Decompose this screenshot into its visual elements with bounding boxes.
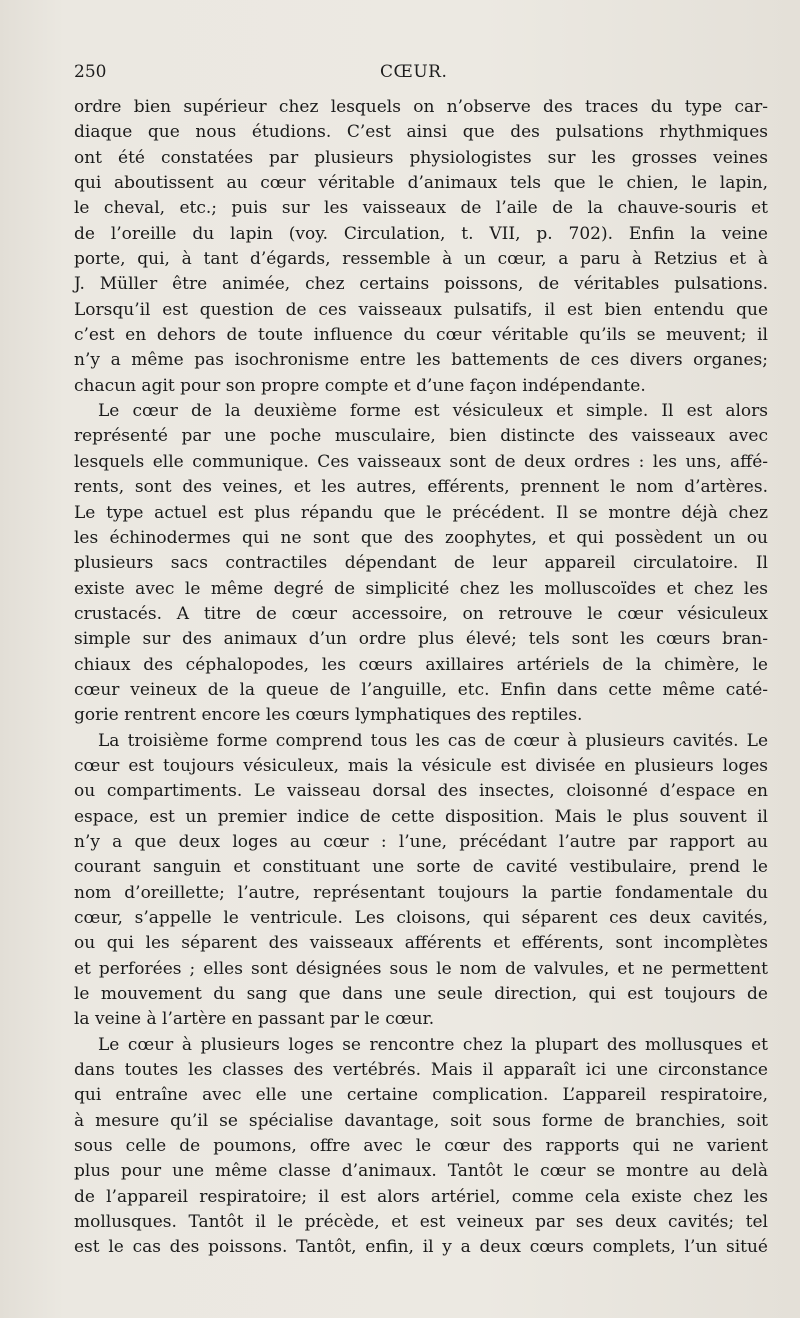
text-line: cœur, s’appelle le ventricule. Les cloisons, qui séparent ces deux cavités, xyxy=(74,908,768,928)
text-line: le cheval, etc.; puis sur les vaisseaux de l’aile de la chauve-souris et xyxy=(74,198,768,219)
text-line: les échinodermes qui ne sont que des zoophytes, et qui possèdent un ou xyxy=(74,527,768,548)
text-line: sous celle de poumons, offre avec le cœur des rapports qui ne varient xyxy=(74,1136,768,1157)
text-line: ou qui les séparent des vaisseaux afférents et efférents, sont incomplètes xyxy=(74,933,768,954)
text-line: à mesure qu’il se spécialise davantage, soit sous forme de branchies, soit xyxy=(74,1110,768,1131)
text-line: de l’oreille du lapin (voy. Circulation, t. VII, p. 702). Enfin la veine xyxy=(74,223,768,244)
text-line: porte, qui, à tant d’égards, ressemble à un cœur, a paru à Retzius et à xyxy=(74,249,768,270)
text-line: nom d’oreillette; l’autre, représentant toujours la partie fondamentale du xyxy=(74,882,768,903)
text-line: Lorsqu’il est question de ces vaisseaux pulsatifs, il est bien entendu que xyxy=(74,299,768,320)
text-line: le mouvement du sang que dans une seule direction, qui est toujours de xyxy=(74,984,768,1005)
text-line: n’y a que deux loges au cœur : l’une, précédant l’autre par rapport au xyxy=(74,831,768,852)
text-line: mollusques. Tantôt il le précède, et est veineux par ses deux cavités; tel xyxy=(74,1212,768,1233)
text-line: Le type actuel est plus répandu que le précédent. Il se montre déjà chez xyxy=(74,502,768,523)
text-line: c’est en dehors de toute influence du cœur véritable qu’ils se meuvent; il xyxy=(74,325,768,346)
text-line: Le cœur de la deuxième forme est vésiculeux et simple. Il est alors xyxy=(98,401,768,422)
text-line: plusieurs sacs contractiles dépendant de leur appareil circulatoire. Il xyxy=(74,553,768,574)
text-line: et perforées ; elles sont désignées sous le nom de valvules, et ne permettent xyxy=(74,958,768,979)
text-line: de l’appareil respiratoire; il est alors artériel, comme cela existe chez les xyxy=(74,1186,768,1207)
text-line: cœur veineux de la queue de l’anguille, etc. Enfin dans cette même caté- xyxy=(74,679,768,700)
text-line: chiaux des céphalopodes, les cœurs axillaires artériels de la chimère, le xyxy=(74,654,768,675)
text-line: La troisième forme comprend tous les cas de cœur à plusieurs cavités. Le xyxy=(98,730,768,751)
running-title: CŒUR. xyxy=(380,62,448,82)
page-header xyxy=(74,62,750,86)
text-line: représenté par une poche musculaire, bien distincte des vaisseaux avec xyxy=(74,426,768,447)
text-line: existe avec le même degré de simplicité chez les molluscoïdes et chez les xyxy=(74,578,768,599)
page-number: 250 xyxy=(74,62,107,82)
text-line: espace, est un premier indice de cette disposition. Mais le plus souvent il xyxy=(74,806,768,827)
text-line: diaque que nous étudions. C’est ainsi que des pulsations rhythmiques xyxy=(74,122,768,143)
text-line: la veine à l’artère en passant par le cœur. xyxy=(74,1009,435,1030)
text-line: n’y a même pas isochronisme entre les battements de ces divers organes; xyxy=(74,350,768,371)
text-line: qui aboutissent au cœur véritable d’animaux tels que le chien, le lapin, xyxy=(74,173,768,194)
body-text xyxy=(74,95,768,1261)
text-line: J. Müller être animée, chez certains poissons, de véritables pulsations. xyxy=(74,274,768,295)
text-line: ou compartiments. Le vaisseau dorsal des insectes, cloisonné d’espace en xyxy=(74,781,768,802)
text-line: ordre bien supérieur chez lesquels on n’observe des traces du type car- xyxy=(74,97,768,117)
text-line: chacun agit pour son propre compte et d’une façon indépendante. xyxy=(74,375,646,396)
text-line: lesquels elle communique. Ces vaisseaux sont de deux ordres : les uns, affé- xyxy=(74,451,768,472)
text-line: Le cœur à plusieurs loges se rencontre chez la plupart des mollusques et xyxy=(98,1034,768,1055)
text-line: plus pour une même classe d’animaux. Tantôt le cœur se montre au delà xyxy=(74,1161,768,1182)
text-line: courant sanguin et constituant une sorte de cavité vestibulaire, prend le xyxy=(74,857,768,878)
text-line: crustacés. A titre de cœur accessoire, on retrouve le cœur vésiculeux xyxy=(74,603,768,624)
text-line: ont été constatées par plusieurs physiologistes sur les grosses veines xyxy=(74,147,768,168)
text-line: dans toutes les classes des vertébrés. Mais il apparaît ici une circonstance xyxy=(74,1060,768,1081)
text-line: cœur est toujours vésiculeux, mais la vésicule est divisée en plusieurs loges xyxy=(74,755,768,776)
text-line: est le cas des poissons. Tantôt, enfin, il y a deux cœurs complets, l’un situé xyxy=(74,1237,768,1258)
text-line: simple sur des animaux d’un ordre plus élevé; tels sont les cœurs bran- xyxy=(74,629,768,650)
text-line: rents, sont des veines, et les autres, efférents, prennent le nom d’artères. xyxy=(74,477,768,498)
text-line: qui entraîne avec elle une certaine complication. L’appareil respiratoire, xyxy=(74,1085,768,1106)
text-line: gorie rentrent encore les cœurs lymphatiques des reptiles. xyxy=(74,705,583,726)
